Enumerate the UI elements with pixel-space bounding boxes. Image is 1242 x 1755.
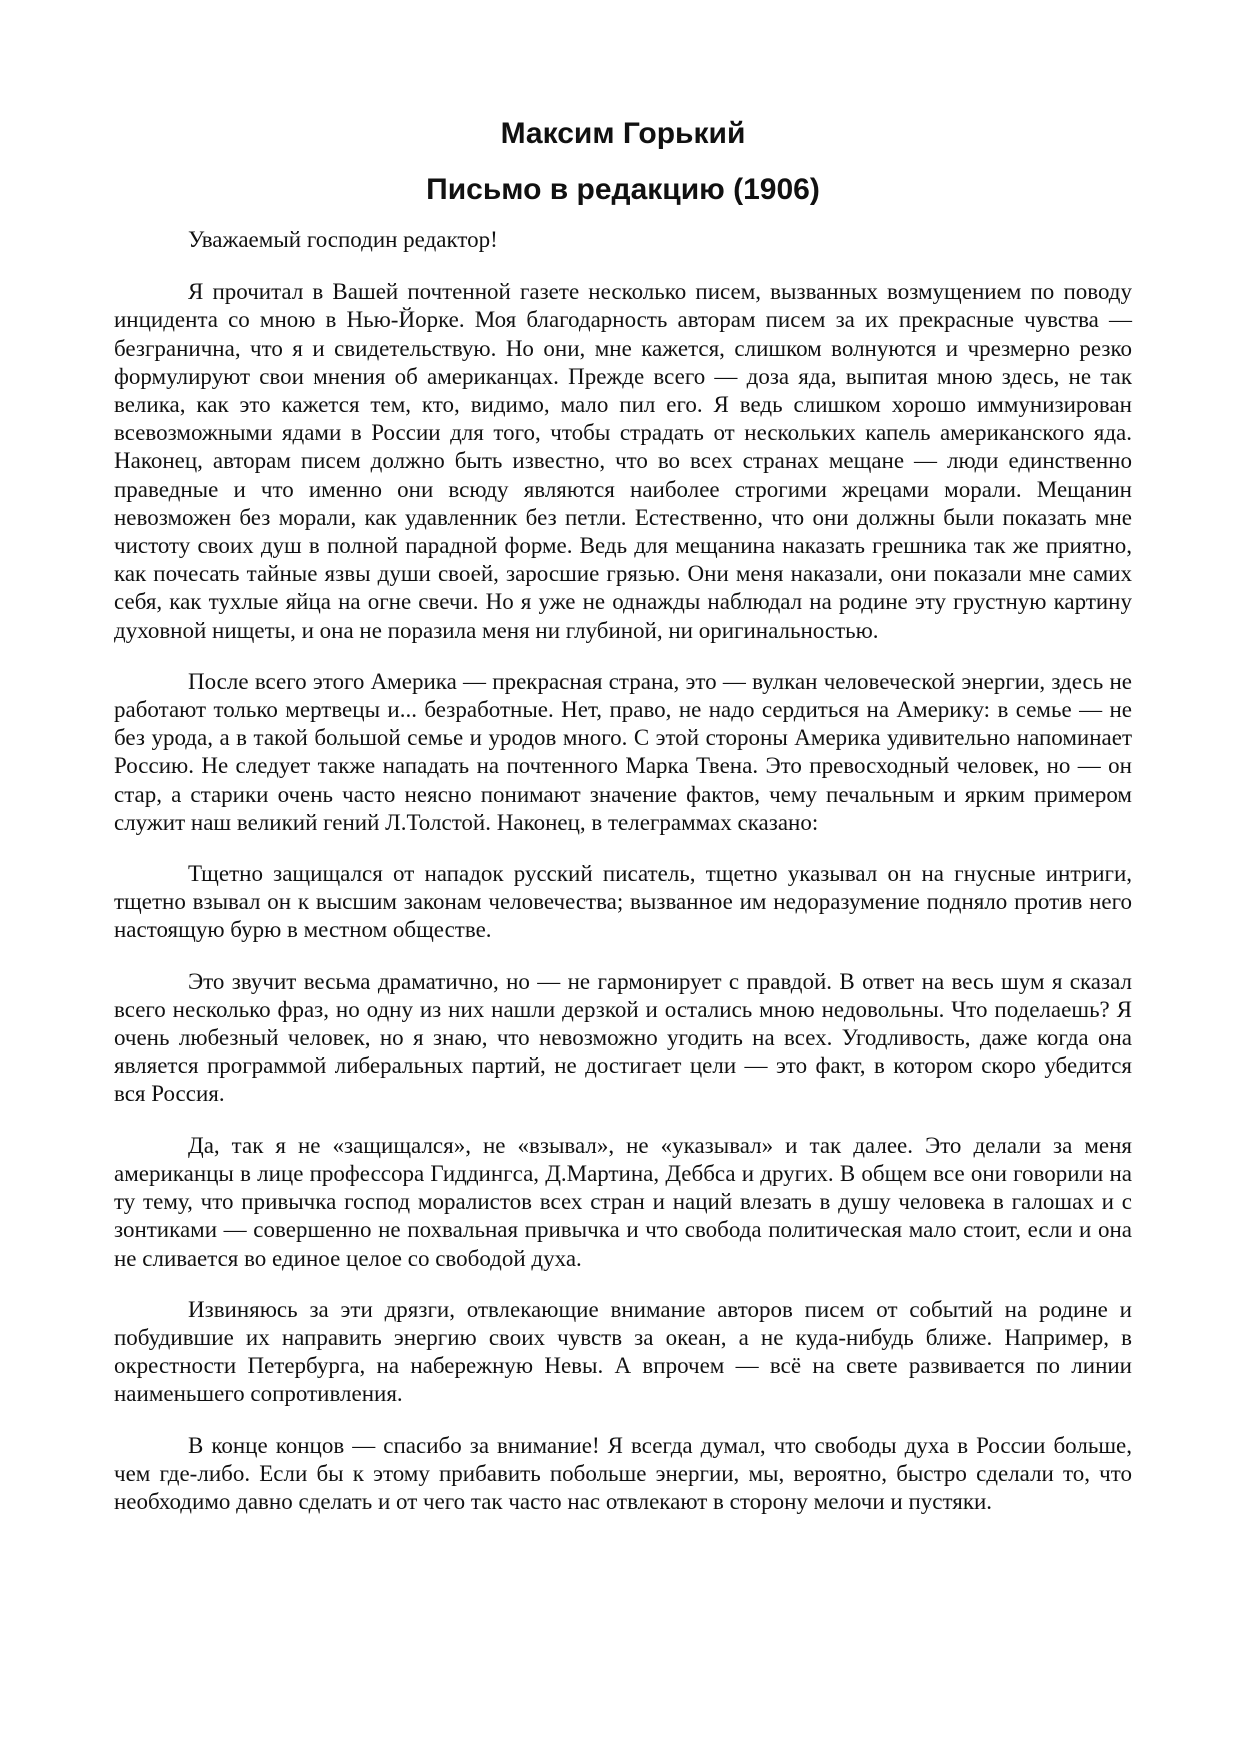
document-title: Письмо в редакцию (1906) — [426, 173, 820, 206]
author-name: Максим Горький — [500, 117, 746, 150]
paragraph-2: После всего этого Америка — прекрасная страна, это — вулкан человеческой энергии, здесь не работают только мертвецы и... безработные. Нет, право, не надо сердиться на Америку: в семье — не без урода, а в такой большой семье и уродов много. С этой стороны Америка удивительно напоминает Россию. Не следует также нападать на почтенного Марка Твена. Это превосходный человек, но — он стар, а старики очень часто неясно понимают значение фактов, чему печальным и ярким примером служит наш великий гений Л.Толстой. Наконец, в телеграммах сказано: — [114, 668, 1132, 835]
paragraph-3-quote: Тщетно защищался от нападок русский писатель, тщетно указывал он на гнусные интриги, тщетно взывал он к высшим законам человечества; вызванное им недоразумение подняло против него настоящую бурю в местном обществе. — [114, 861, 1132, 943]
paragraph-6: Извиняюсь за эти дрязги, отвлекающие внимание авторов писем от событий на родине и побудившие их направить энергию своих чувств за океан, а не куда-нибудь ближе. Например, в окрестности Петербурга, на набережную Невы. А впрочем — всё на свете развивается по линии наименьшего сопротивления. — [114, 1296, 1132, 1407]
paragraph-1: Я прочитал в Вашей почтенной газете несколько писем, вызванных возмущением по поводу инцидента со мною в Нью-Йорке. Моя благодарность авторам писем за их прекрасные чувства — безгранична, что я и свидетельствую. Но они, мне кажется, слишком волнуются и чрезмерно резко формулируют свои мнения об американцах. Прежде всего — доза яда, выпитая мною здесь, не так велика, как это кажется тем, кто, видимо, мало пил его. Я ведь слишком хорошо иммунизирован всевозможными ядами в России для того, чтобы страдать от нескольких капель американского яда. Наконец, авторам писем должно быть известно, что во всех странах мещане — люди единственно праведные и что именно они всюду являются наиболее строгими жрецами морали. Мещанин невозможен без морали, как удавленник без петли. Естественно, что они должны были показать мне чистоту своих душ в полной парадной форме. Ведь для мещанина наказать грешника так же приятно, как почесать тайные язвы души своей, заросшие грязью. Они меня наказали, они показали мне самих себя, как тухлые яйца на огне свечи. Но я уже не однажды наблюдал на родине эту грустную картину духовной нищеты, и она не поразила меня ни глубиной, ни оригинальностью. — [114, 279, 1132, 643]
paragraph-7: В конце концов — спасибо за внимание! Я всегда думал, что свободы духа в России больше, чем где-либо. Если бы к этому прибавить побольше энергии, мы, вероятно, быстро сделали то, что необходимо давно сделать и от чего так часто нас отвлекают в сторону мелочи и пустяки. — [114, 1432, 1132, 1514]
document-page — [114, 116, 1132, 1539]
paragraph-4: Это звучит весьма драматично, но — не гармонирует с правдой. В ответ на весь шум я сказал всего несколько фраз, но одну из них нашли дерзкой и остались мною недовольны. Что поделаешь? Я очень любезный человек, но я знаю, что невозможно угодить на всех. Угодливость, даже когда она является программой либеральных партий, не достигает цели — это факт, в котором скоро убедится вся Россия. — [114, 968, 1132, 1107]
greeting: Уважаемый господин редактор! — [188, 227, 498, 252]
paragraph-5: Да, так я не «защищался», не «взывал», не «указывал» и так далее. Это делали за меня американцы в лице профессора Гиддингса, Д.Мартина, Деббса и других. В общем все они говорили на ту тему, что привычка господ моралистов всех стран и наций влезать в душу человека в галошах и с зонтиками — совершенно не похвальная привычка и что свобода политическая мало стоит, если и она не сливается во единое целое со свободой духа. — [114, 1132, 1132, 1271]
